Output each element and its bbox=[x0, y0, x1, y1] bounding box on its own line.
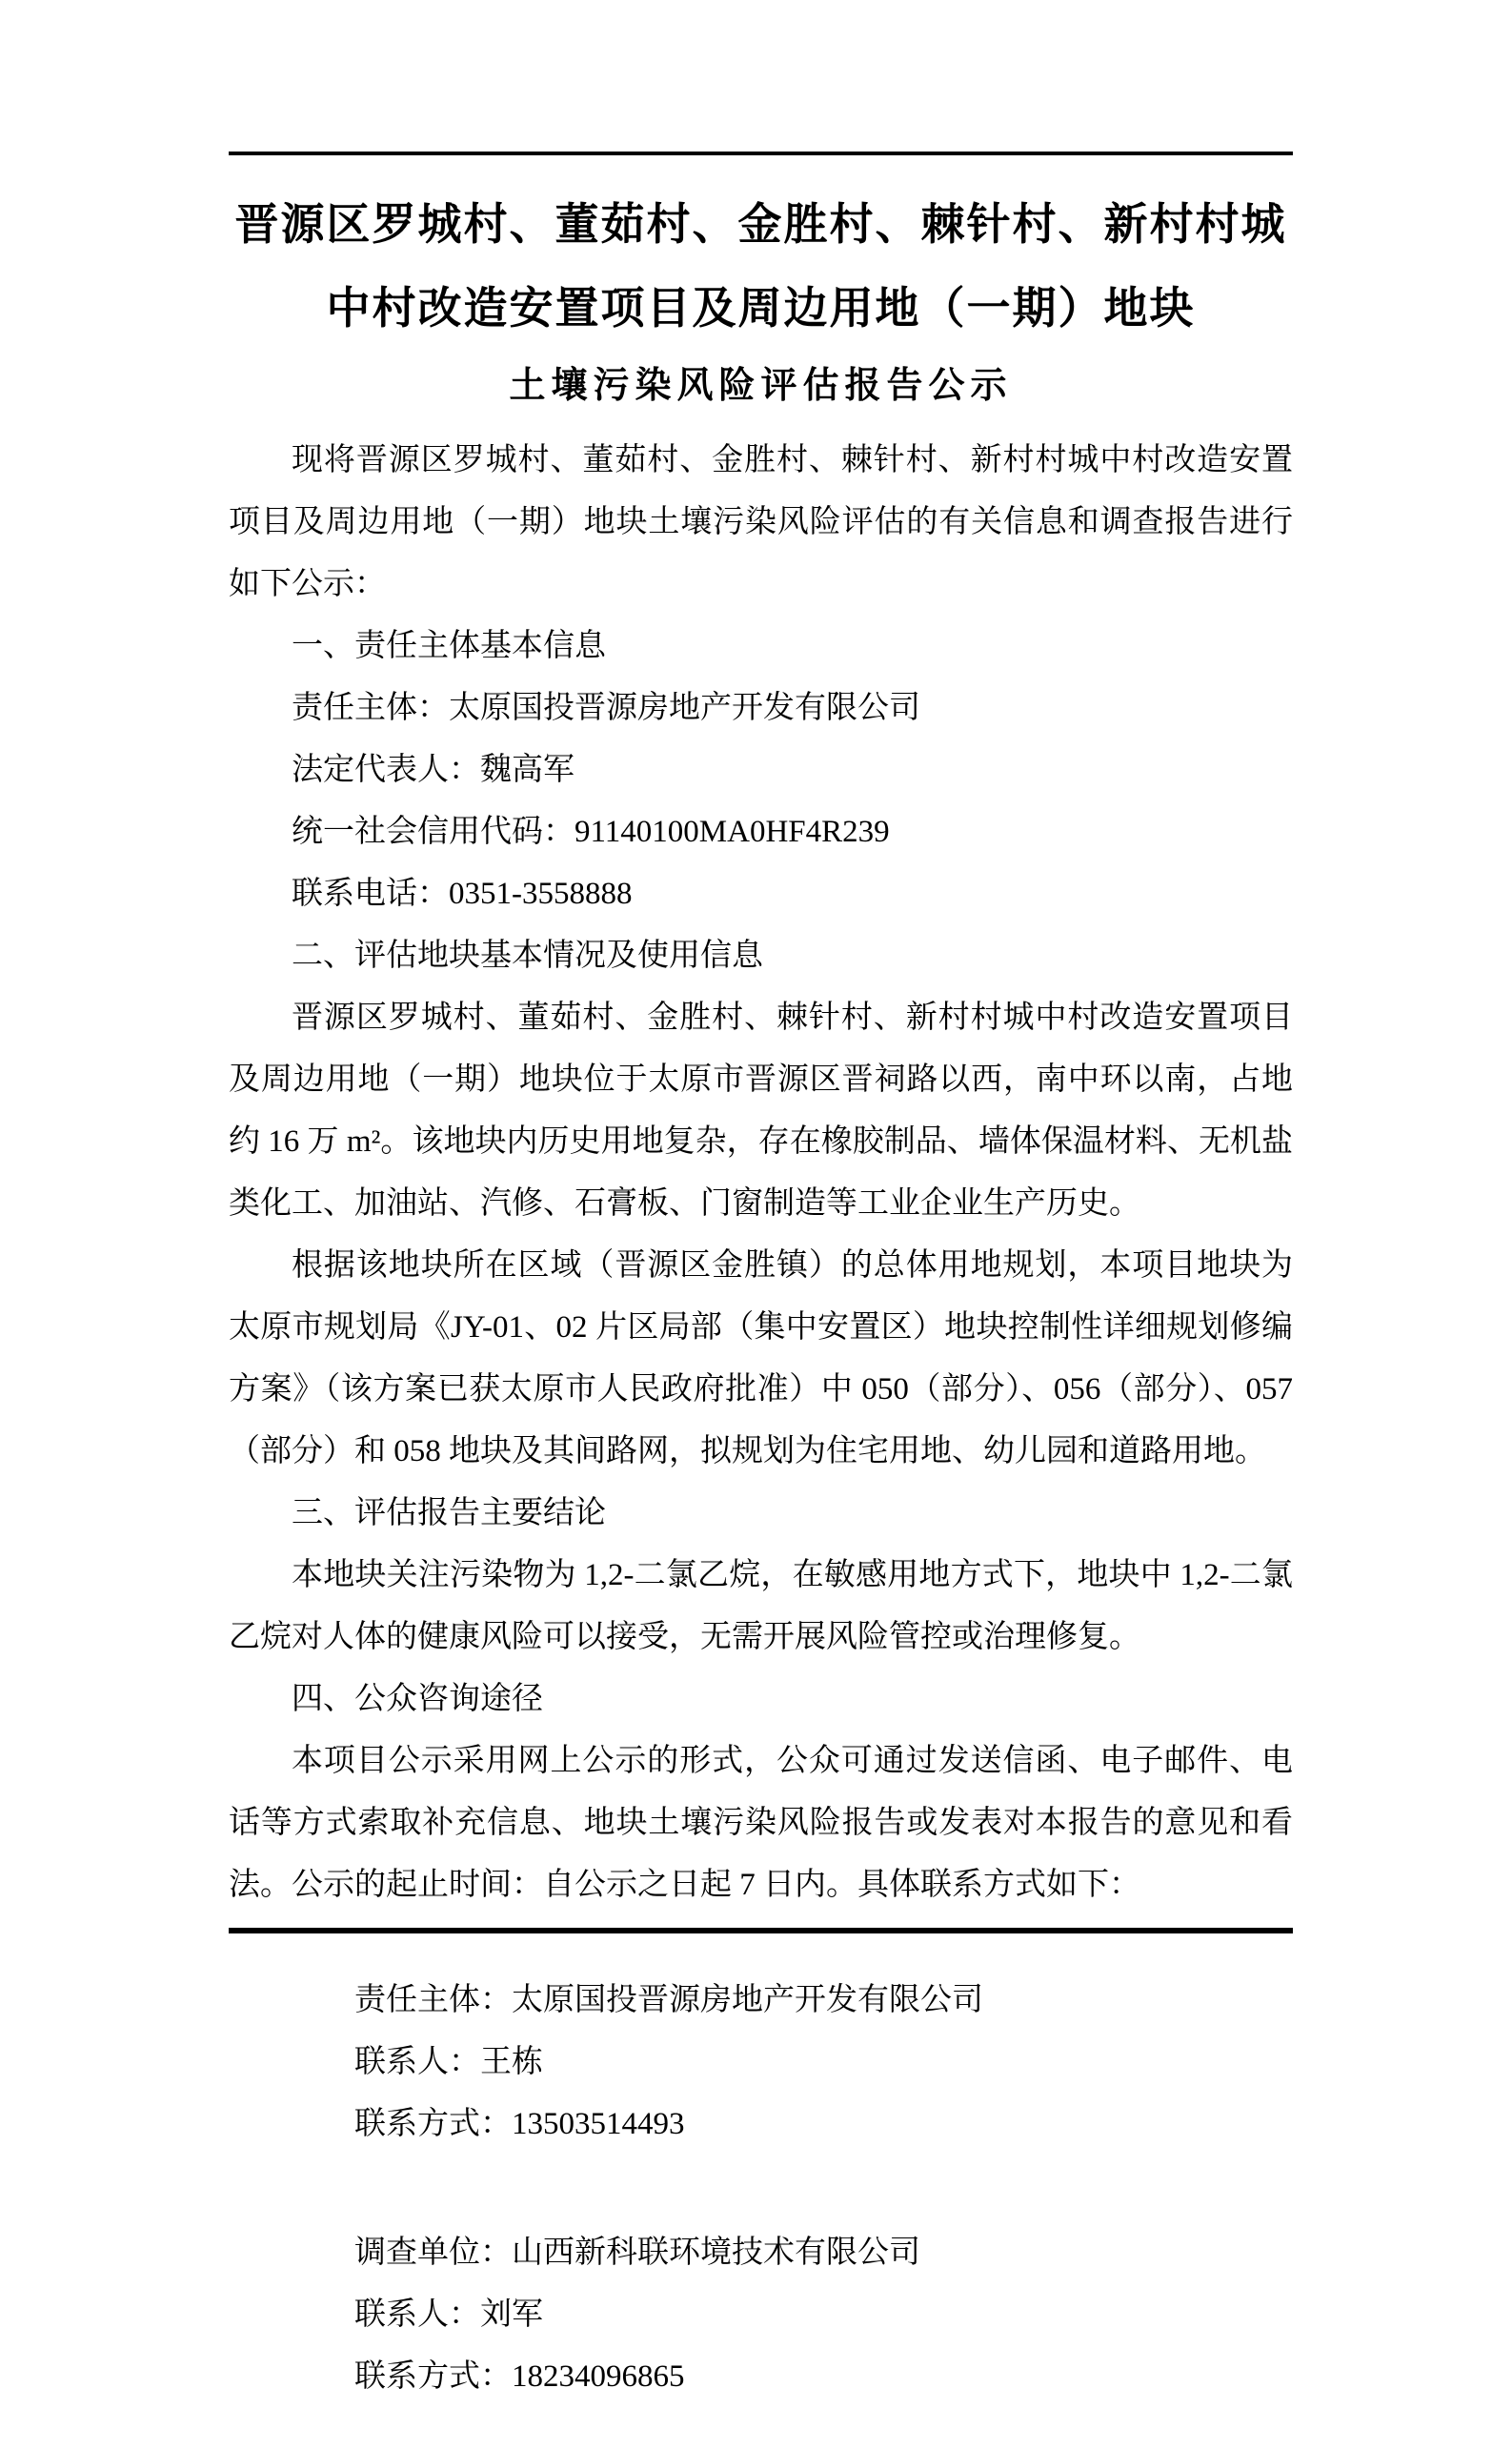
title-line-1: 晋源区罗城村、董茹村、金胜村、棘针村、新村村城 bbox=[234, 199, 1287, 249]
phone-line: 联系电话：0351-3558888 bbox=[292, 877, 633, 911]
legal-representative-line: 法定代表人：魏高军 bbox=[292, 753, 575, 787]
document-subtitle: 土壤污染风险评估报告公示 bbox=[509, 366, 1013, 406]
credit-code-line: 统一社会信用代码：91140100MA0HF4R239 bbox=[292, 815, 890, 849]
contact-phone-line: 联系方式：13503514493 bbox=[354, 2107, 685, 2141]
contact-org-line: 调查单位：山西新科联环境技术有限公司 bbox=[354, 2236, 920, 2270]
contacts-divider bbox=[229, 1928, 1293, 1933]
section-3-heading: 三、评估报告主要结论 bbox=[292, 1496, 606, 1530]
conclusion-paragraph: 本地块关注污染物为 1,2-二氯乙烷，在敏感用地方式下，地块中 1,2-二氯乙烷对人体的健康风险可以接受，无需开展风险管控或治理修复。 bbox=[229, 1558, 1293, 1654]
planning-paragraph: 根据该地块所在区域（晋源区金胜镇）的总体用地规划，本项目地块为太原市规划局《JY-01、02 片区局部（集中安置区）地块控制性详细规划修编方案》（该方案已获太原市人民政府批准）中 050（部分）、056（部分）、057（部分）和 058 地块及其间路网，拟规划为住宅用地、幼儿园和道路用地。 bbox=[229, 1248, 1293, 1468]
consultation-paragraph: 本项目公示采用网上公示的形式，公众可通过发送信函、电子邮件、电话等方式索取补充信息、地块土壤污染风险报告或发表对本报告的意见和看法。公示的起止时间：自公示之日起 7 日内。具体联系方式如下： bbox=[229, 1744, 1293, 1902]
section-4-heading: 四、公众咨询途径 bbox=[292, 1682, 543, 1716]
contact-block-investigator bbox=[354, 2222, 1293, 2408]
responsible-party-line: 责任主体：太原国投晋源房地产开发有限公司 bbox=[292, 691, 920, 725]
contact-block-responsible bbox=[354, 1970, 1293, 2156]
site-overview-paragraph: 晋源区罗城村、董茹村、金胜村、棘针村、新村村城中村改造安置项目及周边用地（一期）地块位于太原市晋源区晋祠路以西，南中环以南，占地约 16 万 m²。该地块内历史用地复杂，存在橡胶制品、墙体保温材料、无机盐类化工、加油站、汽修、石膏板、门窗制造等工业企业生产历史。 bbox=[229, 1001, 1293, 1221]
title-line-2: 中村改造安置项目及周边用地（一期）地块 bbox=[326, 283, 1196, 333]
section-1-heading: 一、责任主体基本信息 bbox=[292, 629, 606, 663]
contact-person-line: 联系人：刘军 bbox=[354, 2297, 543, 2332]
contacts-section bbox=[229, 1970, 1293, 2408]
contact-phone-line: 联系方式：18234096865 bbox=[354, 2359, 685, 2394]
intro-paragraph: 现将晋源区罗城村、董茹村、金胜村、棘针村、新村村城中村改造安置项目及周边用地（一期）地块土壤污染风险评估的有关信息和调查报告进行如下公示： bbox=[229, 443, 1293, 601]
document-body bbox=[229, 430, 1293, 1916]
top-divider bbox=[229, 152, 1293, 155]
contact-org-line: 责任主体：太原国投晋源房地产开发有限公司 bbox=[354, 1983, 983, 2017]
document-title bbox=[229, 182, 1293, 350]
section-2-heading: 二、评估地块基本情况及使用信息 bbox=[292, 939, 763, 973]
contact-person-line: 联系人：王栋 bbox=[354, 2045, 543, 2079]
